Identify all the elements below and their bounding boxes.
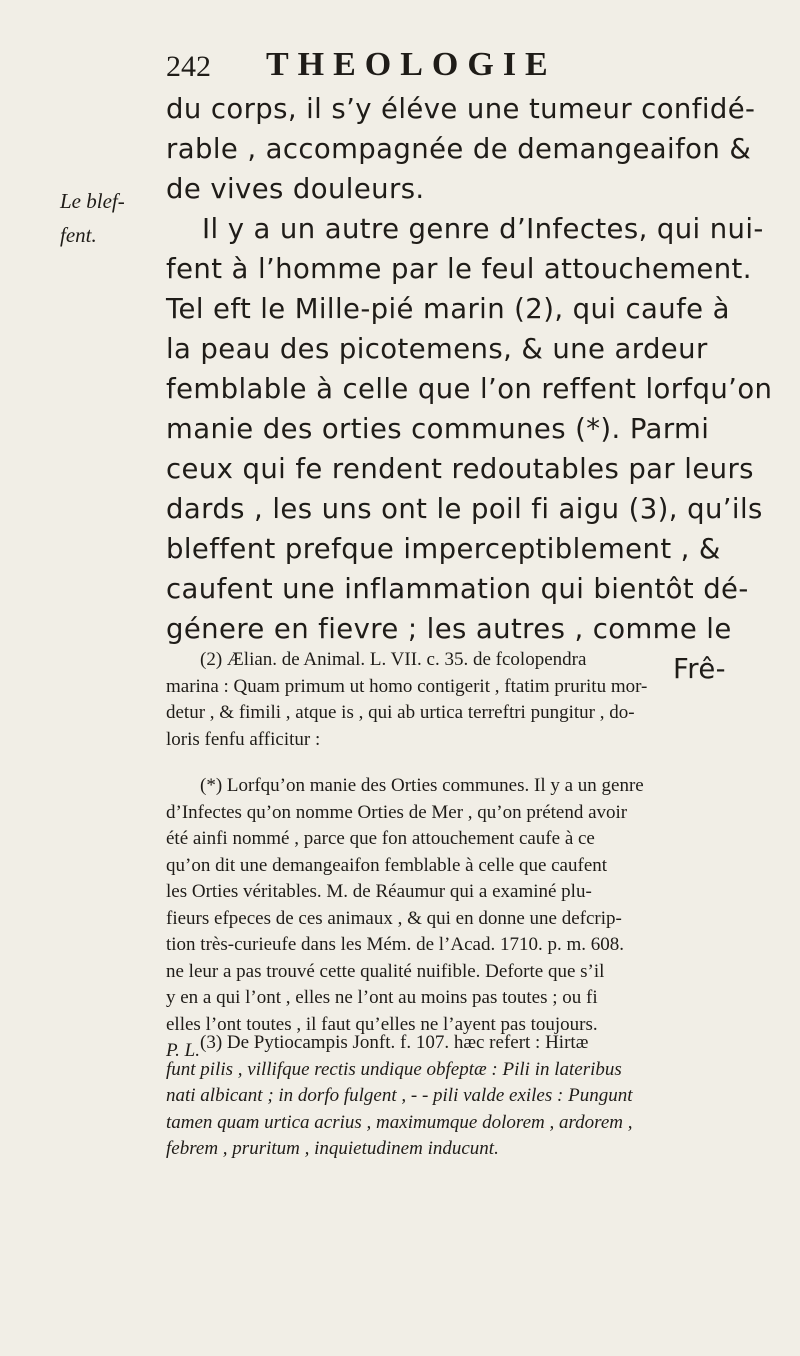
text-line: femblable à celle que l’on reffent lorfqu’on: [166, 373, 773, 405]
text-line: manie des orties communes (*). Parmi: [166, 413, 710, 445]
margin-note-line: Le blef-: [60, 189, 125, 213]
text-line: génere en fievre ; les autres , comme le: [166, 613, 732, 645]
text-line: fent à l’homme par le feul attouchement.: [166, 253, 752, 285]
footnote-line: febrem , pruritum , inquietudinem inducunt.: [166, 1138, 499, 1159]
footnote-line: été ainfi nommé , parce que fon attouchement caufe à ce: [166, 828, 595, 849]
footnote-line: loris fenfu afficitur :: [166, 728, 321, 750]
footnote-line: tamen quam urtica acrius , maximumque dolorem , ardorem ,: [166, 1111, 633, 1133]
footnote-line: tion très-curieufe dans les Mém. de l’Acad. 1710. p. m. 608.: [166, 934, 624, 955]
footnote-line: fieurs efpeces de ces animaux , & qui en donne une defcrip-: [166, 907, 622, 929]
footnote-line: funt pilis , villifque rectis undique obfeptæ : Pili in lateribus: [166, 1058, 622, 1080]
text-line: dards , les uns ont le poil fi aigu (3), qu’ils: [166, 493, 763, 525]
footnote-line: qu’on dit une demangeaifon femblable à celle que caufent: [166, 854, 608, 876]
footnote-line: ne leur a pas trouvé cette qualité nuifible. Deforte que s’il: [166, 960, 605, 982]
footnote-line: detur , & fimili , atque is , qui ab urtica terreftri pungitur , do-: [166, 702, 635, 723]
margin-note-line: fent.: [60, 223, 97, 247]
catchword: Frê-: [673, 653, 726, 685]
footnote-line: marina : Quam primum ut homo contigerit , ftatim pruritu mor-: [166, 675, 648, 697]
footnote-line: d’Infectes qu’on nomme Orties de Mer , qu’on prétend avoir: [166, 801, 628, 823]
footnote-line: nati albicant ; in dorfo fulgent , - - pili valde exiles : Pungunt: [166, 1085, 633, 1106]
footnote-line: elles l’ont toutes , il faut qu’elles ne l’ayent pas toujours.: [166, 1013, 598, 1035]
footnote-line: y en a qui l’ont , elles ne l’ont au moins pas toutes ; ou fi: [166, 987, 598, 1008]
footnote-3: [166, 1030, 726, 1163]
margin-note: [60, 184, 160, 252]
main-text: [166, 89, 773, 689]
footnote-line: (*) Lorfqu’on manie des Orties communes. Il y a un genre: [200, 775, 644, 796]
footnote-line: les Orties véritables. M. de Réaumur qui a examiné plu-: [166, 881, 592, 902]
text-line: ceux qui fe rendent redoutables par leurs: [166, 453, 754, 485]
text-line: de vives douleurs.: [166, 173, 425, 205]
text-line: caufent une inflammation qui bientôt dé-: [166, 573, 749, 605]
text-line: Il y a un autre genre d’Infectes, qui nui-: [202, 213, 764, 245]
footnote-line: (3) De Pytiocampis Jonft. f. 107. hæc refert : Hirtæ: [200, 1032, 589, 1053]
text-line: du corps, il s’y éléve une tumeur confidé-: [166, 93, 756, 125]
running-title: THEOLOGIE: [266, 46, 557, 83]
footnote-line: (2) Ælian. de Animal. L. VII. c. 35. de fcolopendra: [200, 649, 587, 670]
footnote-star: [166, 773, 726, 1065]
text-line: Tel eft le Mille-pié marin (2), qui caufe à: [166, 293, 730, 325]
text-line: la peau des picotemens, & une ardeur: [166, 333, 708, 365]
text-line: rable , accompagnée de demangeaifon &: [166, 133, 752, 165]
text-line: bleffent prefque imperceptiblement , &: [166, 533, 721, 565]
footnote-2: [166, 647, 726, 753]
page-number: 242: [166, 50, 211, 83]
running-head: [166, 46, 646, 86]
footnote-signature: P. L.: [166, 1040, 200, 1061]
